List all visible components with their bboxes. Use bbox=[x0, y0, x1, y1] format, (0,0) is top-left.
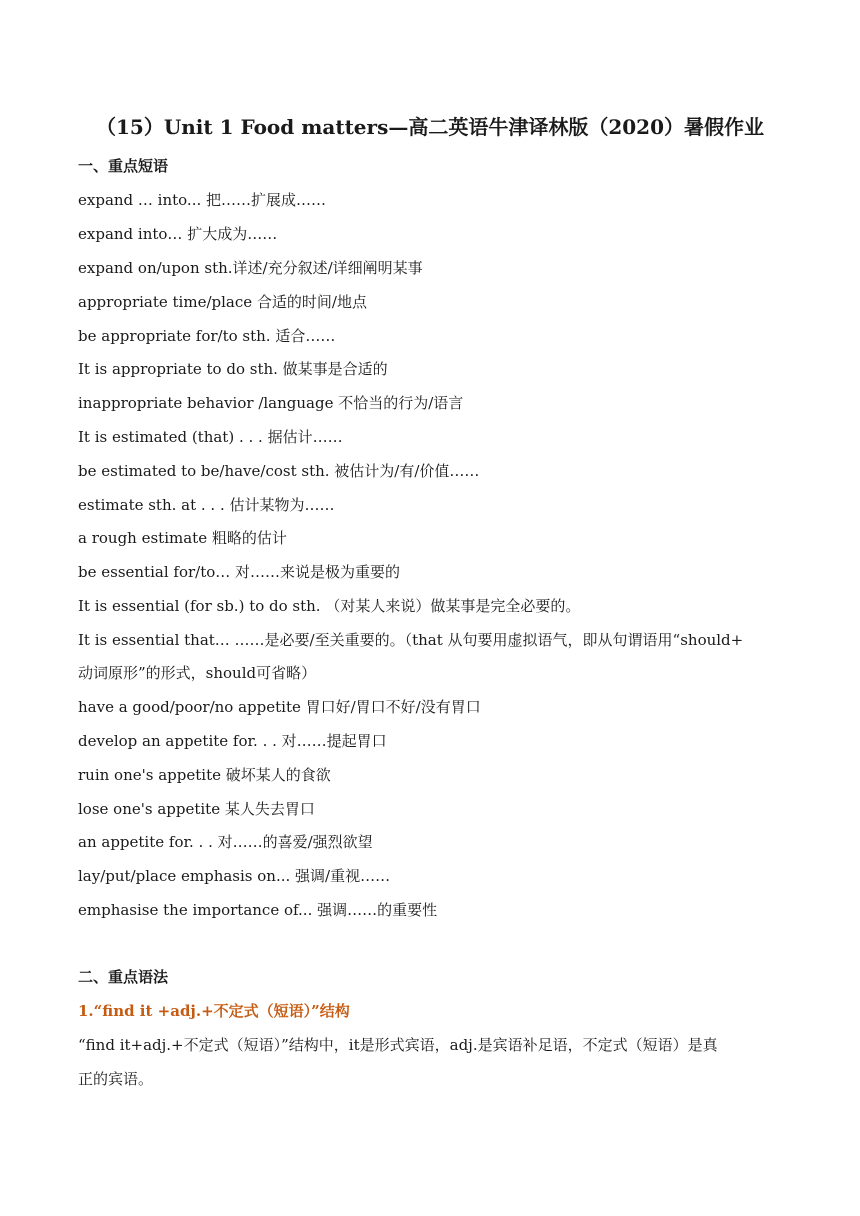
phrase-line: estimate sth. at . . . 估计某物为…… bbox=[78, 496, 335, 514]
phrase-line: appropriate time/place 合适的时间/地点 bbox=[78, 293, 367, 311]
phrase-line: expand … into... 把……扩展成…… bbox=[78, 191, 327, 209]
grammar-body-line: “find it+adj.+不定式（短语）”结构中，it是形式宾语，adj.是宾语补足语，不定式（短语）是真 bbox=[78, 1036, 718, 1054]
grammar-body-line: 正的宾语。 bbox=[78, 1070, 154, 1088]
phrase-line: develop an appetite for. . . 对……提起胃口 bbox=[78, 732, 387, 750]
phrase-line: lay/put/place emphasis on... 强调/重视…… bbox=[78, 867, 391, 885]
phrase-line: emphasise the importance of... 强调……的重要性 bbox=[78, 901, 438, 919]
section-heading-phrases: 一、重点短语 bbox=[78, 157, 169, 175]
phrase-line: inappropriate behavior /language 不恰当的行为/语言 bbox=[78, 394, 464, 412]
phrase-line: expand on/upon sth.详述/充分叙述/详细阐明某事 bbox=[78, 259, 423, 277]
phrase-line: lose one's appetite 某人失去胃口 bbox=[78, 800, 315, 818]
phrase-line: expand into… 扩大成为…… bbox=[78, 225, 278, 243]
phrase-line: ruin one's appetite 破坏某人的食欲 bbox=[78, 766, 331, 784]
phrase-line: It is estimated (that) . . . 据估计…… bbox=[78, 428, 343, 446]
phrase-line: be essential for/to… 对……来说是极为重要的 bbox=[78, 563, 401, 581]
phrase-line: be estimated to be/have/cost sth. 被估计为/有/价值…… bbox=[78, 462, 480, 480]
grammar-subheading: 1.“find it +adj.+不定式（短语）”结构 bbox=[78, 1002, 350, 1020]
phrase-line: have a good/poor/no appetite 胃口好/胃口不好/没有胃口 bbox=[78, 698, 481, 716]
phrase-line: 动词原形”的形式，should可省略） bbox=[78, 664, 317, 682]
phrase-line: It is appropriate to do sth. 做某事是合适的 bbox=[78, 360, 388, 378]
phrase-line: be appropriate for/to sth. 适合…… bbox=[78, 327, 336, 345]
page-title: （15）Unit 1 Food matters—高二英语牛津译林版（2020）暑假作业 bbox=[95, 115, 764, 139]
phrase-line: It is essential that… ……是必要/至关重要的。（that 从句要用虚拟语气，即从句谓语用“should+ bbox=[78, 631, 744, 649]
section-heading-grammar: 二、重点语法 bbox=[78, 968, 169, 986]
phrase-line: a rough estimate 粗略的估计 bbox=[78, 529, 287, 547]
phrase-line: an appetite for. . . 对……的喜爱/强烈欲望 bbox=[78, 833, 373, 851]
phrase-line: It is essential (for sb.) to do sth. （对某人来说）做某事是完全必要的。 bbox=[78, 597, 581, 615]
